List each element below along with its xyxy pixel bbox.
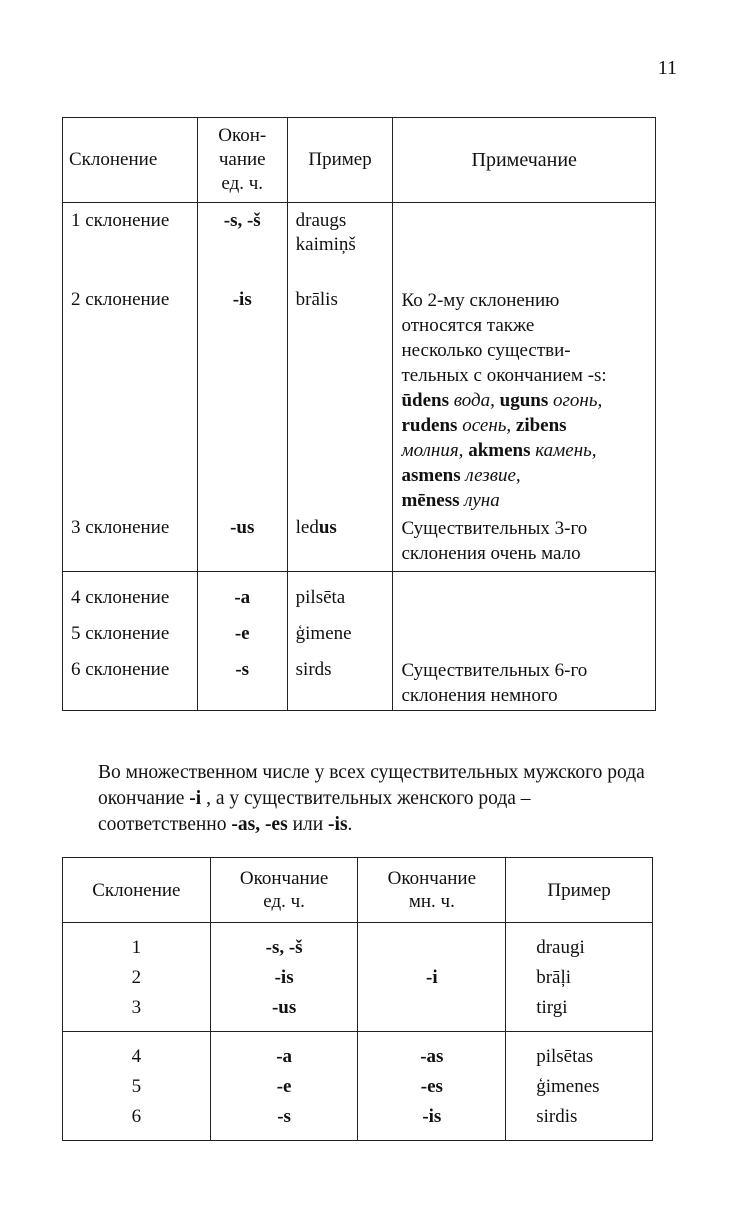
row-note xyxy=(393,622,656,658)
header-ending-line2: чание xyxy=(218,149,266,170)
latvian-word: asmens xyxy=(401,465,461,486)
translation: молния, xyxy=(401,440,464,461)
row-declension: 5 склонение xyxy=(63,622,198,658)
table-row xyxy=(63,622,656,658)
declension-number: 1 xyxy=(131,937,142,958)
row-ending: -s xyxy=(197,658,287,711)
row-note xyxy=(393,274,656,514)
row-example: pilsēta xyxy=(287,572,393,623)
latvian-word: uguns xyxy=(499,390,549,411)
header-line: Окончание xyxy=(387,868,477,889)
example-ending: us xyxy=(318,517,337,538)
ending-emphasis: -i xyxy=(189,788,202,809)
note-line xyxy=(401,438,647,463)
header-example: Пример xyxy=(506,858,653,923)
row-declension: 6 склонение xyxy=(63,658,198,711)
latvian-word: zibens xyxy=(515,415,567,436)
row-declension: 1 склонение xyxy=(63,203,198,275)
note-line: несколько существи- xyxy=(401,340,571,361)
note-line: относятся также xyxy=(401,315,535,336)
header-ending-line1: Окон- xyxy=(218,125,267,146)
singular-ending: -is xyxy=(274,967,294,988)
masculine-group-row xyxy=(63,923,653,1032)
header-declension: Склонение xyxy=(63,858,211,923)
latvian-word: ūdens xyxy=(401,390,450,411)
row-declension: 4 склонение xyxy=(63,572,198,623)
translation: огонь, xyxy=(552,390,603,411)
singular-ending: -us xyxy=(271,997,297,1018)
feminine-group-row xyxy=(63,1032,653,1141)
header-ending xyxy=(197,118,287,203)
declension-number: 6 xyxy=(131,1106,142,1127)
note-line xyxy=(401,388,647,413)
plural-example: draugi xyxy=(536,937,585,958)
singular-endings xyxy=(210,1032,358,1141)
declension-number: 3 xyxy=(131,997,142,1018)
row-example: brālis xyxy=(287,274,393,514)
row-ending: -a xyxy=(197,572,287,623)
plural-example: ģimenes xyxy=(536,1076,600,1097)
declension-number: 4 xyxy=(131,1046,142,1067)
note-text xyxy=(401,288,647,513)
singular-ending: -e xyxy=(276,1076,292,1097)
paragraph-text: , а у существительных женского рода – соответственно xyxy=(98,788,531,835)
plural-ending: -as xyxy=(420,1046,444,1067)
row-note xyxy=(393,658,656,711)
plural-ending: -is xyxy=(422,1106,442,1127)
header-line: ед. ч. xyxy=(263,891,305,912)
note-line: Существительных 3-го xyxy=(401,518,588,539)
singular-ending: -s xyxy=(277,1106,291,1127)
header-declension: Склонение xyxy=(63,118,198,203)
table-row xyxy=(63,514,656,572)
header-note: Примечание xyxy=(393,118,656,203)
table-header-row xyxy=(63,858,653,923)
declension-number: 5 xyxy=(131,1076,142,1097)
row-example: sirds xyxy=(287,658,393,711)
row-declension: 3 склонение xyxy=(63,514,198,572)
plural-endings xyxy=(358,1032,506,1141)
plural-endings xyxy=(358,923,506,1032)
translation: луна xyxy=(464,490,500,511)
row-example xyxy=(287,514,393,572)
example-line: draugs xyxy=(295,210,347,231)
latvian-word: mēness xyxy=(401,490,460,511)
note-line xyxy=(401,463,647,488)
paragraph-text: или xyxy=(287,814,329,835)
singular-endings xyxy=(210,923,358,1032)
latvian-word: rudens xyxy=(401,415,458,436)
plural-example: sirdis xyxy=(536,1106,578,1127)
plural-example: brāļi xyxy=(536,967,572,988)
latvian-word: akmens xyxy=(468,440,531,461)
table-row xyxy=(63,658,656,711)
row-note xyxy=(393,203,656,275)
header-line: мн. ч. xyxy=(408,891,455,912)
declension-numbers xyxy=(63,923,211,1032)
plural-example: pilsētas xyxy=(536,1046,594,1067)
row-example xyxy=(287,203,393,275)
row-ending: -e xyxy=(197,622,287,658)
example-stem: led xyxy=(295,517,319,538)
note-line: Существительных 6-го xyxy=(401,660,588,681)
page-number: 11 xyxy=(657,57,677,79)
row-ending: -is xyxy=(197,274,287,514)
table-row xyxy=(63,203,656,275)
paragraph-text: . xyxy=(347,814,353,835)
declension-number: 2 xyxy=(131,967,142,988)
translation: вода, xyxy=(453,390,495,411)
plural-endings-paragraph xyxy=(98,760,658,838)
row-note xyxy=(393,514,656,572)
table-row xyxy=(63,274,656,514)
translation: лезвие, xyxy=(465,465,521,486)
translation: осень, xyxy=(462,415,512,436)
table-header-row xyxy=(63,118,656,203)
header-plural-ending xyxy=(358,858,506,923)
header-singular-ending xyxy=(210,858,358,923)
declension-numbers xyxy=(63,1032,211,1141)
plural-example: tirgi xyxy=(536,997,568,1018)
plural-ending: -es xyxy=(420,1076,443,1097)
note-line: Ко 2-му склонению xyxy=(401,290,560,311)
row-ending: -us xyxy=(197,514,287,572)
plural-examples xyxy=(506,923,653,1032)
singular-ending: -s, -š xyxy=(265,937,303,958)
header-example: Пример xyxy=(287,118,393,203)
note-line: склонения немного xyxy=(401,685,558,706)
note-line: склонения очень мало xyxy=(401,543,581,564)
header-line: Окончание xyxy=(239,868,329,889)
note-line xyxy=(401,488,647,513)
translation: камень, xyxy=(535,440,597,461)
note-line xyxy=(401,413,647,438)
example-line: kaimiņš xyxy=(295,234,356,255)
plural-ending: -i xyxy=(426,967,438,988)
paragraph-text: Во множественном числе у всех существительных мужского рода окончание xyxy=(98,762,645,809)
row-note xyxy=(393,572,656,623)
row-ending: -s, -š xyxy=(197,203,287,275)
row-example: ģimene xyxy=(287,622,393,658)
header-ending-line3: ед. ч. xyxy=(221,173,264,194)
ending-emphasis: -as, -es xyxy=(231,814,288,835)
table-row xyxy=(63,572,656,623)
plural-examples xyxy=(506,1032,653,1141)
ending-emphasis: -is xyxy=(328,814,348,835)
note-line: тельных с окончанием -s: xyxy=(401,365,607,386)
declension-table xyxy=(62,117,656,711)
singular-ending: -a xyxy=(276,1046,293,1067)
plural-endings-table xyxy=(62,857,653,1141)
row-declension: 2 склонение xyxy=(63,274,198,514)
